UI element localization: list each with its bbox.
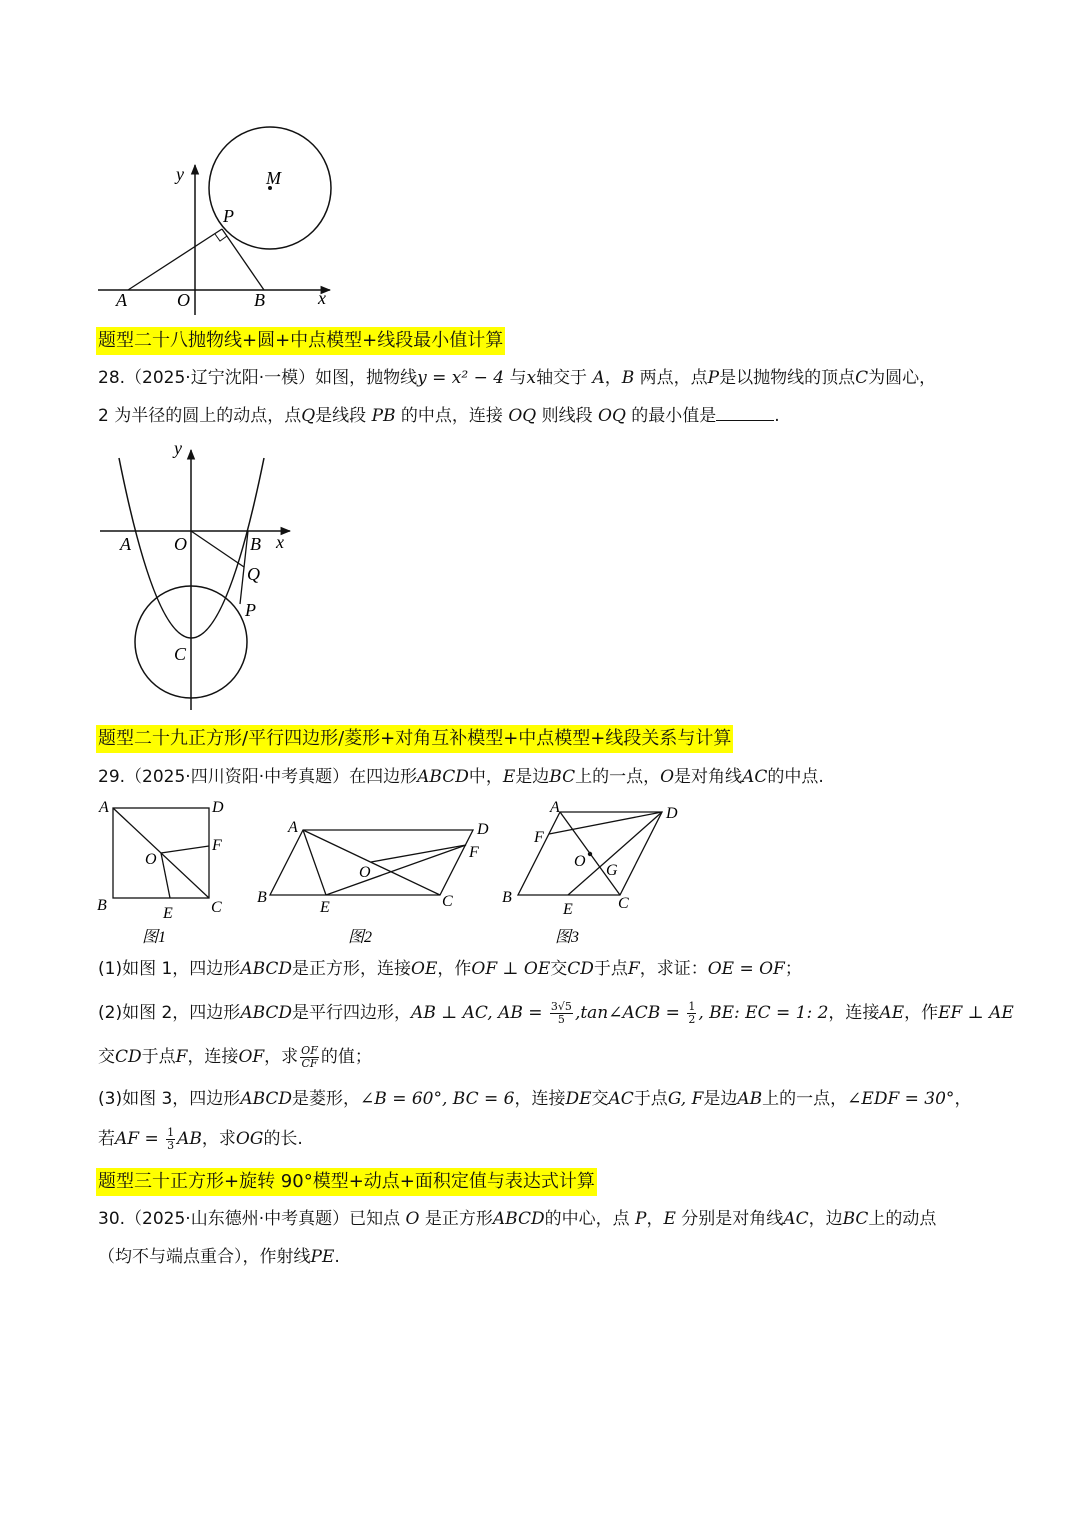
text: 的值； xyxy=(320,1047,372,1067)
text: 与 xyxy=(504,368,527,388)
text: . xyxy=(334,1247,340,1267)
math-var: E xyxy=(663,1209,676,1229)
label-b: B xyxy=(254,290,265,310)
text: 交 xyxy=(591,1089,609,1109)
fraction-numerator: OF xyxy=(301,1043,318,1057)
text: (2)如图 2，四边形 xyxy=(98,1003,241,1023)
math-var: C xyxy=(855,368,869,388)
heading-text: 题型三十正方形+旋转 90°模型+动点+面积定值与表达式计算 xyxy=(98,1171,595,1192)
problem-30-line-1 xyxy=(98,1207,936,1231)
problem-source: （2025·辽宁沈阳·一模） xyxy=(125,368,316,388)
text: （均不与端点重合），作射线 xyxy=(98,1247,311,1267)
figure-1-square xyxy=(113,808,209,898)
math-expression: OE = OF xyxy=(707,959,785,979)
math-var: ABCD xyxy=(240,1003,293,1023)
segment-df xyxy=(549,812,662,834)
segment-pb xyxy=(222,229,264,290)
math-expression: ∠B = 60°, BC = 6 xyxy=(360,1089,515,1109)
math-var: AB xyxy=(737,1089,763,1109)
math-var: B xyxy=(621,368,635,388)
problem-source: （2025·山东德州·中考真题） xyxy=(125,1209,350,1229)
text: 2 为半径的圆上的动点，点 xyxy=(98,406,302,426)
question-29-3-line-1 xyxy=(98,1087,971,1111)
label-e: E xyxy=(320,899,330,916)
text: 于点 xyxy=(593,959,628,979)
text: 上的一点， xyxy=(762,1089,848,1109)
question-29-2-line-2 xyxy=(98,1042,372,1072)
text: 是菱形， xyxy=(292,1089,361,1109)
fraction-denominator: 2 xyxy=(688,1012,696,1026)
text: 两点，点 xyxy=(634,368,708,388)
label-f: F xyxy=(469,844,479,861)
label-a: A xyxy=(116,290,127,310)
text: 交 xyxy=(98,1047,115,1067)
text: 是线段 xyxy=(315,406,372,426)
math-var: AC xyxy=(608,1089,634,1109)
text: 是正方形 xyxy=(419,1209,493,1229)
point-o xyxy=(588,852,592,856)
math-var: DE xyxy=(565,1089,592,1109)
label-d: D xyxy=(666,805,678,822)
text: 的最小值是 xyxy=(625,406,717,426)
label-a: A xyxy=(288,819,298,836)
fraction-denominator: CF xyxy=(301,1056,318,1070)
text: 则线段 xyxy=(536,406,599,426)
math-var: ABCD xyxy=(417,767,469,787)
text: 为圆心， xyxy=(868,368,937,388)
label-d: D xyxy=(477,821,489,838)
text: ，边 xyxy=(808,1209,843,1229)
fraction-denominator: 3 xyxy=(167,1138,175,1152)
math-var: CD xyxy=(567,959,594,979)
segment-ap xyxy=(128,229,222,290)
text: 于点 xyxy=(141,1047,176,1067)
text: 的中点，连接 xyxy=(395,406,509,426)
segment-of xyxy=(161,846,209,853)
figure-tangent-circle xyxy=(90,125,350,320)
label-e: E xyxy=(163,905,173,922)
problem-number: 28. xyxy=(98,368,126,388)
text: ，连接 xyxy=(514,1089,566,1109)
label-a: A xyxy=(99,799,109,816)
label-b: B xyxy=(97,897,107,914)
math-var: F xyxy=(627,959,640,979)
math-expression: OF ⊥ OE xyxy=(471,959,551,979)
math-expression: ,tan∠ACB = xyxy=(574,1003,686,1023)
math-var: x xyxy=(526,368,537,388)
label-o: O xyxy=(359,864,371,881)
problem-30-line-2 xyxy=(98,1245,340,1269)
text: ， xyxy=(604,368,622,388)
text: 于点 xyxy=(633,1089,668,1109)
text: (3)如图 3，四边形 xyxy=(98,1089,241,1109)
fraction-denominator: 5 xyxy=(557,1012,565,1026)
figure-29-set xyxy=(90,795,690,955)
right-angle-mark xyxy=(215,234,227,241)
label-b: B xyxy=(502,889,512,906)
text: 是正方形，连接 xyxy=(292,959,412,979)
text: ，作 xyxy=(904,1003,939,1023)
math-expression: ∠EDF = 30° xyxy=(847,1089,955,1109)
question-29-2-line-1 xyxy=(98,998,1014,1028)
label-d: D xyxy=(212,799,224,816)
section-30-heading xyxy=(96,1168,597,1196)
text: ，求 xyxy=(264,1047,299,1067)
answer-blank[interactable] xyxy=(716,404,774,421)
math-var: OG xyxy=(235,1129,264,1149)
math-var: OQ xyxy=(598,406,626,426)
label-m: M xyxy=(266,168,281,188)
label-x: x xyxy=(276,532,284,552)
problem-source: （2025·四川资阳·中考真题） xyxy=(125,767,350,787)
math-var: OQ xyxy=(508,406,537,426)
math-expression: AF = xyxy=(115,1129,165,1149)
text: 是平行四边形， xyxy=(292,1003,412,1023)
math-expression: EF ⊥ AE xyxy=(938,1003,1014,1023)
problem-number: 29. xyxy=(98,767,126,787)
label-c: C xyxy=(174,644,187,664)
caption-fig3: 图3 xyxy=(555,929,580,946)
label-o: O xyxy=(177,290,190,310)
fraction-numerator: 1 xyxy=(167,1125,175,1139)
text: 的中心，点 xyxy=(544,1209,636,1229)
text: 是边 xyxy=(515,767,550,787)
text: 是以抛物线的顶点 xyxy=(719,368,856,388)
text: ， xyxy=(646,1209,664,1229)
section-28-heading xyxy=(96,327,505,355)
math-var: ABCD xyxy=(240,1089,293,1109)
question-29-3-line-2 xyxy=(98,1124,303,1154)
label-g: G xyxy=(606,862,618,879)
math-var: AC xyxy=(783,1209,809,1229)
math-expression: AB ⊥ AC, AB = xyxy=(411,1003,548,1023)
text: 在四边形 xyxy=(349,767,418,787)
text: 交 xyxy=(550,959,568,979)
label-a: A xyxy=(120,534,131,554)
segment-of xyxy=(371,845,466,862)
math-var: PE xyxy=(310,1247,335,1267)
label-f: F xyxy=(212,837,222,854)
fraction xyxy=(166,1127,175,1152)
math-var: BC xyxy=(842,1209,869,1229)
text: . xyxy=(774,406,780,426)
label-y: y xyxy=(174,438,182,458)
math-var: P xyxy=(707,368,720,388)
math-var: F xyxy=(175,1047,188,1067)
math-var: ABCD xyxy=(240,959,293,979)
text: 的中点. xyxy=(767,767,824,787)
text: 上的一点， xyxy=(575,767,661,787)
math-var: AE xyxy=(879,1003,905,1023)
text: 已知点 xyxy=(349,1209,406,1229)
label-a: A xyxy=(550,799,560,816)
text: 的长. xyxy=(263,1129,303,1149)
math-expression: , BE: EC = 1: 2 xyxy=(698,1003,829,1023)
label-c: C xyxy=(211,899,222,916)
text: 上的动点 xyxy=(868,1209,937,1229)
math-var: OE xyxy=(411,959,438,979)
label-b: B xyxy=(257,889,267,906)
math-var: CD xyxy=(115,1047,142,1067)
figure-3-labels xyxy=(502,799,678,918)
figure-parabola-circle xyxy=(95,435,300,715)
math-equation: y = x² − 4 xyxy=(417,368,505,388)
math-var: OF xyxy=(238,1047,265,1067)
text: 是对角线 xyxy=(674,767,743,787)
text: ，连接 xyxy=(187,1047,239,1067)
text: 中， xyxy=(468,767,503,787)
heading-text: 题型二十八抛物线+圆+中点模型+线段最小值计算 xyxy=(98,330,504,351)
label-p: P xyxy=(245,600,256,620)
text: ，求证： xyxy=(639,959,708,979)
math-var: Q xyxy=(301,406,316,426)
label-y: y xyxy=(176,164,184,184)
label-q: Q xyxy=(247,564,260,584)
label-f: F xyxy=(534,829,544,846)
label-x: x xyxy=(318,288,326,308)
segment-oq xyxy=(191,531,244,567)
problem-29-line-1 xyxy=(98,765,824,789)
math-var: PB xyxy=(371,406,396,426)
math-var: O xyxy=(660,767,675,787)
label-e: E xyxy=(563,901,573,918)
math-var: BC xyxy=(549,767,576,787)
text: ； xyxy=(784,959,802,979)
math-var: O xyxy=(405,1209,420,1229)
label-o: O xyxy=(174,534,187,554)
fraction-numerator: 1 xyxy=(688,999,696,1013)
text: 轴交于 xyxy=(536,368,593,388)
text: 分别是对角线 xyxy=(675,1209,784,1229)
math-var: P xyxy=(635,1209,647,1229)
text: 若 xyxy=(98,1129,115,1149)
figure-1-labels xyxy=(97,799,224,922)
text: 如图，抛物线 xyxy=(315,368,418,388)
label-b: B xyxy=(250,534,261,554)
caption-fig2: 图2 xyxy=(348,929,373,946)
problem-28-line-2 xyxy=(98,404,780,428)
label-o: O xyxy=(145,851,157,868)
label-c: C xyxy=(442,893,453,910)
math-var: AB xyxy=(177,1129,202,1149)
text: (1)如图 1，四边形 xyxy=(98,959,241,979)
segment-ef xyxy=(326,845,466,895)
fraction-numerator: 3√5 xyxy=(550,999,572,1013)
math-var: G, F xyxy=(667,1089,704,1109)
math-var: A xyxy=(592,368,605,388)
text: 是边 xyxy=(703,1089,738,1109)
problem-28-line-1 xyxy=(98,366,936,390)
fraction xyxy=(687,1001,696,1026)
text: ，求 xyxy=(201,1129,236,1149)
label-o: O xyxy=(574,853,586,870)
heading-text: 题型二十九正方形/平行四边形/菱形+对角互补模型+中点模型+线段关系与计算 xyxy=(98,728,732,749)
label-p: P xyxy=(223,206,234,226)
label-c: C xyxy=(618,895,629,912)
figure-2-parallelogram xyxy=(270,830,473,895)
text: ，连接 xyxy=(828,1003,880,1023)
caption-fig1: 图1 xyxy=(142,929,167,946)
question-29-1 xyxy=(98,957,802,981)
problem-number: 30. xyxy=(98,1209,126,1229)
math-var: E xyxy=(502,767,516,787)
math-var: AC xyxy=(742,767,768,787)
fraction xyxy=(550,1001,573,1026)
text: ，作 xyxy=(437,959,472,979)
math-var: ABCD xyxy=(492,1209,545,1229)
text: ， xyxy=(954,1089,972,1109)
section-29-heading xyxy=(96,725,733,753)
fraction xyxy=(300,1045,319,1070)
